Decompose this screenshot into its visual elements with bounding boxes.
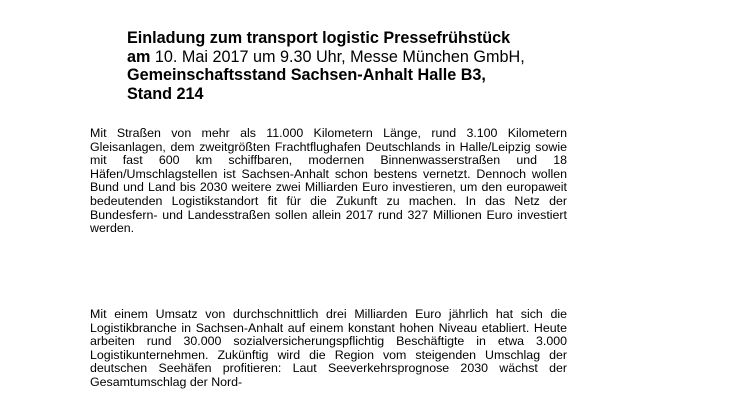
body-paragraph-infrastructure: Mit Straßen von mehr als 11.000 Kilometern Länge, rund 3.100 Kilometern Gleisanlagen, dem zweitgrößten Frachtflughafen Deutschlands in Halle/Leipzig sowie mit fast 600 km schiffbaren, modernen Binnenwasserstraßen und 18 Häfen/Umschlagstellen ist Sachsen-Anhalt schon bestens vernetzt. Dennoch wollen Bund und Land bis 2030 weitere zwei Milliarden Euro investieren, um den europaweit bedeutenden Logistikstandort fit für die Zukunft zu machen. In das Netz der Bundesfern- und Landesstraßen sollen allein 2017 rund 327 Millionen Euro investiert werden.	[90, 126, 567, 236]
headline-stand-number: Stand 214	[127, 84, 204, 103]
invitation-headline	[127, 29, 567, 103]
headline-title: Einladung zum transport logistic Pressefrühstück	[127, 29, 511, 47]
headline-date-location: 10. Mai 2017 um 9.30 Uhr, Messe München GmbH,	[154, 47, 525, 66]
body-paragraph-logistics-industry: Mit einem Umsatz von durchschnittlich drei Milliarden Euro jährlich hat sich die Logistikbranche in Sachsen-Anhalt auf einem konstant hohen Niveau etabliert. Heute arbeiten rund 30.000 sozialversicherungspflichtig Beschäftigte in etwa 3.000 Logistikunternehmen. Zukünftig wird die Region vom steigenden Umschlag der deutschen Seehäfen profitieren: Laut Seeverkehrsprognose 2030 wächst der Gesamtumschlag der Nord-	[90, 307, 567, 389]
headline-date-prefix: am	[127, 47, 151, 66]
headline-stand-hall: Gemeinschaftsstand Sachsen-Anhalt Halle B3,	[127, 66, 486, 85]
